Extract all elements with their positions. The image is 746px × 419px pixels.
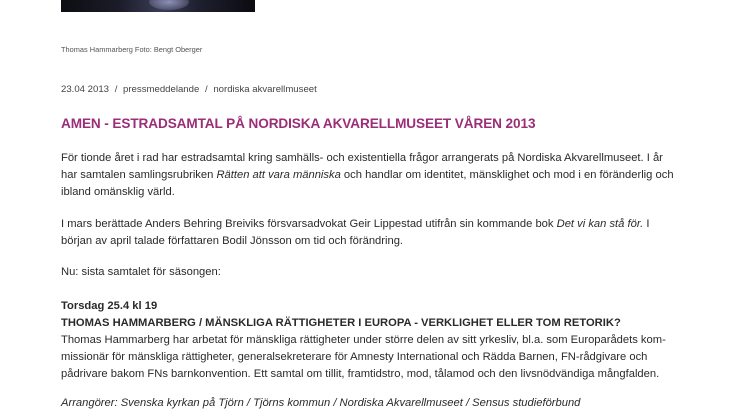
meta-separator: / <box>204 84 208 95</box>
photo-highlight <box>149 0 189 10</box>
intro-paragraph <box>61 150 701 201</box>
publish-date: 23.04 2013 <box>61 84 110 95</box>
photo-caption: Thomas Hammarberg Foto: Bengt Oberger <box>61 45 203 54</box>
page-title: AMEN - ESTRADSAMTAL PÅ NORDISKA AKVARELLMUSEET VÅREN 2013 <box>61 116 536 131</box>
italic-title: Rätten att vara människa <box>216 169 341 181</box>
event-block <box>61 298 701 383</box>
text-span: har samtalen samlingsrubriken <box>61 169 217 181</box>
text-span: I mars berättade Anders Behring Breiviks försvarsadvokat Geir Lippestad utifrån sin kommande bok <box>61 218 557 230</box>
text-span: ibland omänsklig värld. <box>61 186 175 198</box>
event-heading: THOMAS HAMMARBERG / MÄNSKLIGA RÄTTIGHETER I EUROPA - VERKLIGHET ELLER TOM RETORIK? <box>61 317 621 329</box>
event-description-line: Thomas Hammarberg har arbetat för mänskliga rättigheter under större delen av sitt yrkesliv, bl.a. som Europarådets kom- <box>61 334 666 346</box>
italic-book-title: Det vi kan stå för. <box>556 218 644 230</box>
meta-separator: / <box>114 84 118 95</box>
text-line <box>61 150 701 167</box>
article-meta <box>61 84 317 95</box>
next-event-intro: Nu: sista samtalet för säsongen: <box>61 266 221 278</box>
text-span: början av april talade författaren Bodil Jönsson om tid och förändring. <box>61 235 404 247</box>
organization-link[interactable]: nordiska akvarellmuseet <box>213 84 317 95</box>
event-description-line: pådrivare bakom FNs barnkonvention. Ett samtal om tillit, framtidstro, mod, tålamod och den livsnödvändiga mångfalden. <box>61 368 660 380</box>
event-date: Torsdag 25.4 kl 19 <box>61 300 158 312</box>
portrait-photo <box>61 0 255 12</box>
march-paragraph <box>61 216 701 250</box>
organizers-line: Arrangörer: Svenska kyrkan på Tjörn / Tjörns kommun / Nordiska Akvarellmuseet / Sensus studieförbund <box>61 397 581 409</box>
event-description-line: missionär för mänskliga rättigheter, generalsekreterare för Amnesty International och Rädda Barnen, FN-rådgivare och <box>61 351 648 363</box>
text-span: I <box>643 218 650 230</box>
text-span: För tionde året i rad har estradsamtal kring samhälls- och existentiella frågor arrangerats på Nordiska Akvarellmuseet. I år <box>61 152 663 164</box>
category-link[interactable]: pressmeddelande <box>123 84 200 95</box>
text-line <box>61 216 701 233</box>
text-line <box>61 184 701 201</box>
text-line <box>61 233 701 250</box>
text-span: och handlar om identitet, mänsklighet och mod i en föränderlig och <box>340 169 674 181</box>
text-line <box>61 167 701 184</box>
